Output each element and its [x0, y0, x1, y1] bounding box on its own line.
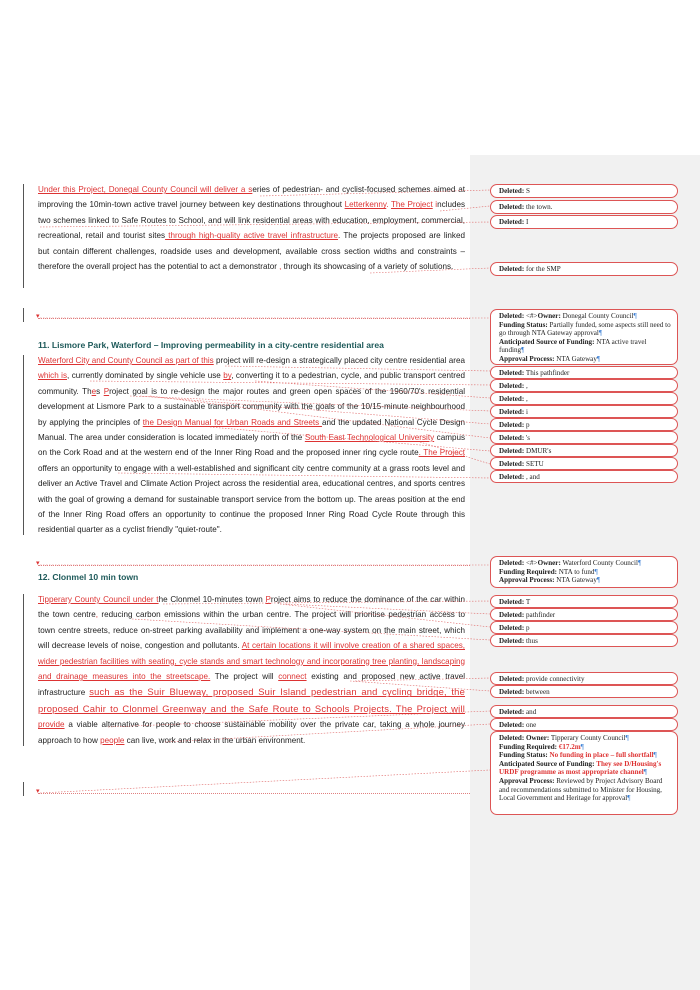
- deletion-marker: ▾: [36, 560, 40, 567]
- change-marker: i: [432, 200, 438, 210]
- inserted-text: through high-quality active travel infrastructure: [165, 231, 339, 241]
- body-text: goal is to re-design the major routes and green open spaces of the 1960/70's residential development at Lismore Park to a sustainable transport community with the goals of the 10/15-minute neighbourhood by applying the principles of: [38, 386, 466, 427]
- deleted-balloon[interactable]: Deleted: ,: [490, 392, 678, 405]
- inserted-text: by: [223, 371, 232, 381]
- body-text: through its showcasing of a variety of solutions.: [281, 262, 454, 272]
- deleted-balloon[interactable]: Deleted: between: [490, 685, 678, 698]
- body-text: and the updated National Cycle Design Manual. The area under consideration is located immediately north of the: [38, 417, 465, 443]
- inserted-text: Tipperary County Council under t: [38, 595, 159, 604]
- deleted-balloon[interactable]: Deleted: T: [490, 595, 678, 608]
- deleted-balloon[interactable]: Deleted: , and: [490, 470, 678, 483]
- inserted-text: P: [103, 386, 110, 396]
- change-bar: [23, 594, 24, 746]
- inserted-text: . The Project: [418, 448, 465, 458]
- deleted-balloon[interactable]: Deleted: SETU: [490, 457, 678, 470]
- paragraph-donegal: [38, 182, 465, 274]
- deleted-balloon[interactable]: Deleted: pathfinder: [490, 608, 678, 621]
- change-marker: ,: [276, 262, 282, 272]
- deleted-balloon[interactable]: Deleted: for the SMP: [490, 262, 678, 276]
- section-separator: [38, 793, 470, 794]
- change-marker: .: [386, 200, 391, 210]
- body-text: . The projects proposed are linked but contain different challenges, roadside uses and development, available cross section widths and constraints – therefore the overall project has the potential to act a demonstrator: [38, 231, 465, 272]
- inserted-text: such as the Suir Blueway, proposed Suir Island pedestrian and cycling bridge, the proposed Cahir to Clonmel Greenway and the Safe Route to Schools Projects. The Project will: [38, 686, 465, 714]
- deletion-marker: ▾: [36, 788, 40, 795]
- deleted-balloon[interactable]: Deleted: one: [490, 718, 678, 731]
- body-text: The project will: [210, 672, 279, 682]
- inserted-text: At certain locations it will involve creation of a shared spaces, wider pedestrian facilities with seating, cycle stands and smart technology and incorporating tree planting, landscaping and drainage measures into the streetscape.: [38, 641, 465, 682]
- body-text: eries of pedestrian- and cyclist-focused schemes aimed at improving the 10min-town active travel journey between key destinations throughout: [38, 185, 465, 210]
- deleted-balloon[interactable]: Deleted: DMUR's: [490, 444, 678, 457]
- deleted-balloon[interactable]: Deleted: thus: [490, 634, 678, 647]
- body-text: ncludes two schemes linked to Safe Routes to School, and will link residential areas with education, employment, commercial, recreational, retail and tourist sites: [38, 200, 465, 241]
- inserted-text: people: [100, 735, 125, 745]
- change-bar: [23, 184, 24, 288]
- deleted-balloon[interactable]: Deleted: and: [490, 705, 678, 718]
- deleted-balloon[interactable]: Deleted: ,: [490, 379, 678, 392]
- body-text: reducing carbon emissions within the urban centre. The project will prioritise pedestrian access to town centre streets, reduce on-street parking availability and implement a one-way system on the main street, which will decrease levels of noise, congestion and pollutants.: [38, 610, 465, 651]
- body-text: , currently dominated by single vehicle use: [67, 371, 224, 381]
- heading-section-11: 11. Lismore Park, Waterford – Improving permeability in a city-centre residential area: [38, 340, 384, 350]
- change-marker: ,: [95, 610, 98, 620]
- deleted-balloon[interactable]: Deleted: S: [490, 184, 678, 198]
- inserted-text: Letterkenny: [344, 200, 387, 210]
- body-text: s: [96, 386, 104, 396]
- inserted-text: the Design Manual for Urban Roads and Streets: [142, 417, 322, 427]
- deleted-balloon[interactable]: Deleted: This pathfinder: [490, 366, 678, 379]
- body-text: roject aims to reduce the dominance of the car within the town centre: [38, 595, 465, 620]
- inserted-text: provide: [38, 720, 65, 730]
- section-separator: [38, 565, 470, 566]
- body-text: project will re-design a strategically placed city centre residential area: [213, 356, 465, 365]
- change-bar: [23, 355, 24, 535]
- body-text: a viable alternative for people to choose sustainable mobility over the private car, taking a whole journey approach to how: [38, 720, 465, 745]
- deleted-funding-balloon-tipperary[interactable]: Deleted: Owner: Tipperary County Council¶ Funding Required: €17.2m¶ Funding Status: No funding in place – full shortfall¶ Anticipated Source of Funding: They see D/Housing's URDF programme as most appropriate channel¶ Approval Process: Reviewed by Project Advisory Board and recommendations submitted to Minister for Housing, Local Government and Heritage for approval¶: [490, 731, 678, 815]
- inserted-text: The Project: [390, 200, 433, 210]
- deleted-balloon[interactable]: Deleted: i: [490, 405, 678, 418]
- section-separator: [38, 318, 470, 319]
- deleted-balloon[interactable]: Deleted: the town.: [490, 200, 678, 214]
- deleted-funding-balloon-donegal[interactable]: Deleted: <#>Owner: Donegal County Council¶ Funding Status: Partially funded, some aspects still need to go through NTA Gateway approval¶ Anticipated Source of Funding: NTA active travel funding¶ Approval Process: NTA Gateway¶: [490, 309, 678, 365]
- body-text: he Clonmel 10-minutes town: [158, 595, 266, 604]
- body-text: roject: [109, 386, 129, 396]
- inserted-text: P: [265, 595, 271, 604]
- deleted-balloon[interactable]: Deleted: 's: [490, 431, 678, 444]
- body-text: , converting it to a pedestrian, cycle, and public transport centred community. Th: [38, 371, 465, 396]
- deleted-balloon[interactable]: Deleted: I: [490, 215, 678, 229]
- deleted-funding-balloon-waterford[interactable]: Deleted: <#>Owner: Waterford County Council¶ Funding Required: NTA to fund¶ Approval Process: NTA Gateway¶: [490, 556, 678, 588]
- body-text: campus on the Cork Road and at the western end of the Inner Ring Road and the proposed inner ring cycle route: [38, 433, 465, 458]
- inserted-text: Waterford City and County Council as part of this: [38, 356, 214, 365]
- body-text: can live, work and relax in the urban environment.: [124, 735, 306, 745]
- paragraph-clonmel: [38, 592, 465, 748]
- deleted-balloon[interactable]: Deleted: p: [490, 418, 678, 431]
- paragraph-lismore: [38, 353, 465, 538]
- deletion-marker: ▾: [36, 313, 40, 320]
- deleted-balloon[interactable]: Deleted: p: [490, 621, 678, 634]
- inserted-text: connect: [278, 672, 307, 682]
- inserted-text: South East Technological University: [304, 433, 435, 443]
- change-bar: [23, 782, 24, 796]
- heading-section-12: 12. Clonmel 10 min town: [38, 572, 139, 582]
- deleted-balloon[interactable]: Deleted: provide connectivity: [490, 672, 678, 685]
- body-text: offers an opportunity to engage with a well-established and significant city centre community at a grass roots level and deliver an Active Travel and Climate Action Project across the residential area, educational centres, and sports centres with the goal of growing a demand for sustainable transport service from the bottom up. The areas position at the end of the Inner Ring Road offers an opportunity to continue the proposed Inner Ring Road Cycle Route through this residential quarter as a cyclist friendly "quiet-route".: [38, 463, 465, 535]
- inserted-text: e: [91, 386, 97, 396]
- body-text: existing and proposed new active travel infrastructure: [38, 672, 465, 698]
- change-bar: [23, 308, 24, 322]
- inserted-text: which is: [38, 371, 67, 381]
- inserted-text: Under this Project, Donegal County Council will deliver a s: [38, 185, 253, 194]
